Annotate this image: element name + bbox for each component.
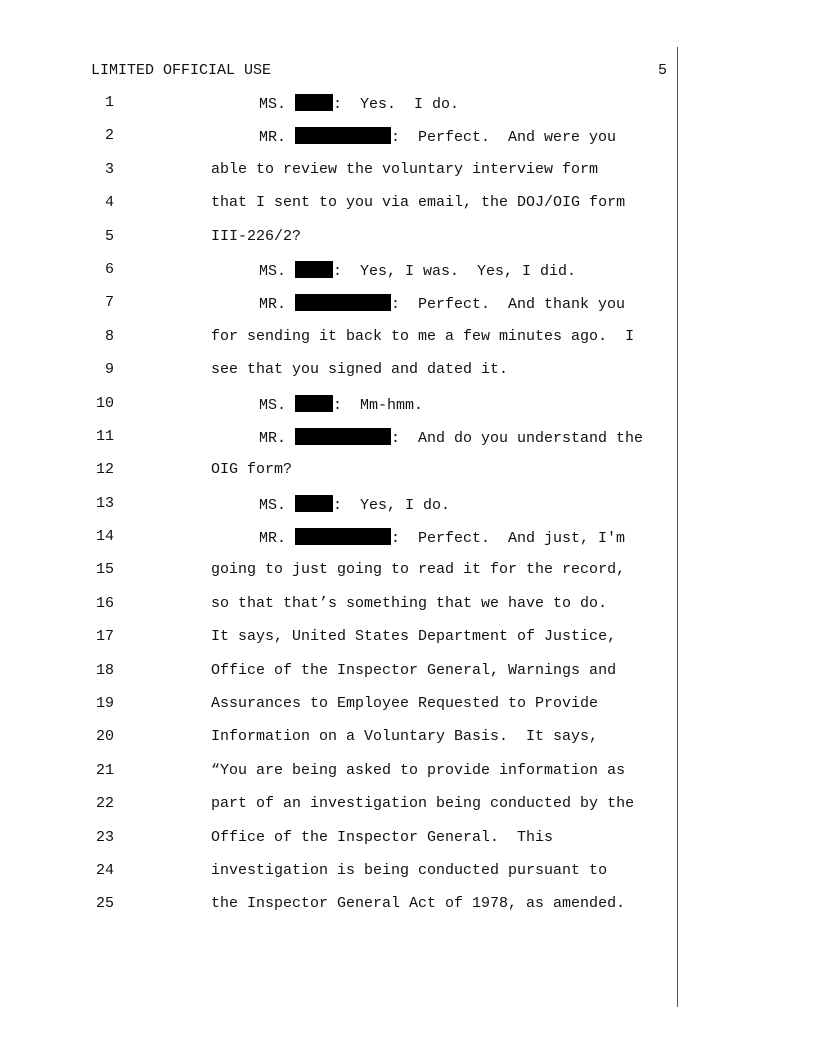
transcript-line: [0, 361, 816, 394]
transcript-line: [0, 127, 816, 160]
speaker-statement: : Perfect. And thank you: [391, 296, 626, 314]
line-text: Information on a Voluntary Basis. It says,: [211, 728, 599, 746]
line-text: Office of the Inspector General. This: [211, 828, 554, 846]
speaker-title: MR.: [259, 429, 296, 447]
line-text: going to just going to read it for the record,: [211, 561, 626, 579]
line-text: the Inspector General Act of 1978, as amended.: [211, 895, 626, 913]
line-text: so that that’s something that we have to do.: [211, 594, 608, 612]
transcript-line: [0, 862, 816, 895]
line-number: 20: [95, 728, 114, 746]
line-number: 14: [95, 528, 114, 546]
transcript-line: [0, 194, 816, 227]
line-number: 24: [95, 861, 114, 879]
speaker-statement: : Yes. I do.: [333, 96, 460, 113]
speaker-title: MS.: [259, 96, 296, 113]
line-number: 1: [104, 94, 114, 111]
transcript-line: [0, 895, 816, 928]
speaker-statement: : Perfect. And were you: [391, 129, 617, 147]
line-number: 11: [95, 427, 114, 445]
speaker-line-text: [259, 428, 643, 448]
line-text: able to review the voluntary interview form: [211, 160, 599, 178]
transcript-line: [0, 328, 816, 361]
line-text: It says, United States Department of Justice,: [211, 628, 617, 646]
line-number: 16: [95, 594, 114, 612]
transcript-line: [0, 762, 816, 795]
transcript-line: [0, 829, 816, 862]
line-number: 9: [104, 361, 114, 379]
transcript-line: [0, 161, 816, 194]
line-number: 7: [104, 294, 114, 312]
line-number: 22: [95, 795, 114, 813]
line-number: 3: [104, 160, 114, 178]
transcript-line: [0, 428, 816, 461]
speaker-line-text: [259, 127, 616, 147]
transcript-line: [0, 261, 816, 294]
line-number: 13: [95, 494, 114, 512]
line-text: OIG form?: [211, 461, 293, 479]
line-number: 4: [104, 194, 114, 212]
line-number: 18: [95, 661, 114, 679]
speaker-statement: : Yes, I do.: [333, 496, 451, 514]
transcript-line: [0, 728, 816, 761]
line-text: that I sent to you via email, the DOJ/OIG form: [211, 194, 626, 212]
speaker-line-text: [259, 395, 423, 415]
line-number: 19: [95, 695, 114, 713]
redaction-box: [295, 261, 333, 278]
transcript-line: [0, 395, 816, 428]
line-text: investigation is being conducted pursuant to: [211, 861, 608, 879]
speaker-title: MR.: [259, 296, 296, 314]
line-number: 25: [95, 895, 114, 913]
transcript-line: [0, 662, 816, 695]
speaker-line-text: [259, 495, 450, 515]
transcript-line: [0, 561, 816, 594]
speaker-statement: : Perfect. And just, I'm: [391, 530, 626, 548]
line-text: part of an investigation being conducted by the: [211, 795, 635, 813]
speaker-line-text: [259, 294, 625, 314]
line-number: 12: [95, 461, 114, 479]
redaction-box: [295, 528, 391, 545]
speaker-statement: : And do you understand the: [391, 429, 644, 447]
transcript-line: [0, 228, 816, 261]
transcript-line: [0, 795, 816, 828]
line-number: 17: [95, 628, 114, 646]
line-number: 2: [104, 127, 114, 145]
speaker-title: MR.: [259, 530, 296, 548]
line-number: 21: [95, 761, 114, 779]
transcript-line: [0, 461, 816, 494]
transcript-line: [0, 294, 816, 327]
header-classification-label: LIMITED OFFICIAL USE: [91, 62, 272, 79]
line-number: 23: [95, 828, 114, 846]
speaker-title: MS.: [259, 496, 296, 514]
transcript-lines: [0, 94, 816, 929]
transcript-line: [0, 495, 816, 528]
speaker-line-text: [259, 528, 625, 548]
line-text: for sending it back to me a few minutes ago. I: [211, 327, 635, 345]
redaction-box: [295, 428, 391, 445]
speaker-title: MR.: [259, 129, 296, 147]
speaker-line-text: [259, 94, 459, 114]
line-number: 15: [95, 561, 114, 579]
speaker-statement: : Yes, I was. Yes, I did.: [333, 262, 577, 280]
line-text: Assurances to Employee Requested to Provide: [211, 695, 599, 713]
redaction-box: [295, 395, 333, 412]
speaker-title: MS.: [259, 262, 296, 280]
speaker-title: MS.: [259, 396, 296, 414]
speaker-line-text: [259, 261, 576, 281]
line-text: Office of the Inspector General, Warnings and: [211, 661, 617, 679]
speaker-statement: : Mm-hmm.: [333, 396, 424, 414]
line-text: see that you signed and dated it.: [211, 361, 509, 379]
transcript-line: [0, 695, 816, 728]
redaction-box: [295, 94, 333, 111]
line-number: 6: [104, 260, 114, 278]
transcript-line: [0, 528, 816, 561]
line-number: 5: [104, 227, 114, 245]
transcript-line: [0, 595, 816, 628]
transcript-line: [0, 628, 816, 661]
line-text: III-226/2?: [211, 227, 302, 245]
transcript-line: [0, 94, 816, 127]
line-text: “You are being asked to provide information as: [211, 761, 626, 779]
redaction-box: [295, 127, 391, 144]
line-number: 8: [104, 327, 114, 345]
redaction-box: [295, 294, 391, 311]
page-number: 5: [657, 62, 667, 79]
line-number: 10: [95, 394, 114, 412]
redaction-box: [295, 495, 333, 512]
